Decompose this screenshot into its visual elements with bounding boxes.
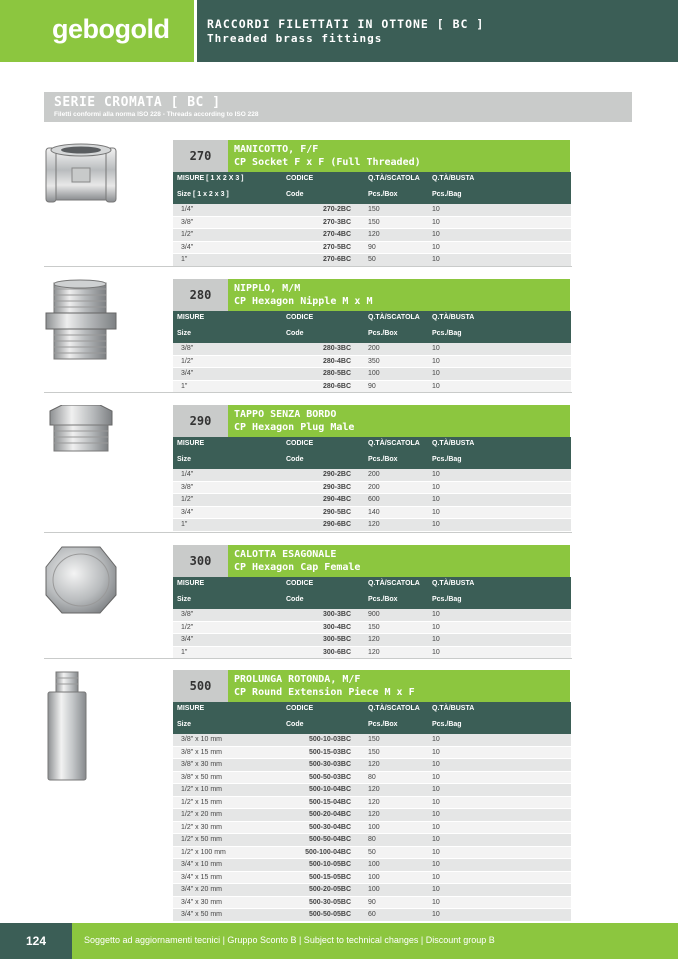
- table-row: [173, 494, 571, 507]
- product-name-en: CP Hexagon Cap Female: [234, 562, 361, 573]
- column-header: Q.TÀ/SCATOLA: [368, 314, 420, 321]
- table-row: [173, 872, 571, 885]
- bag-qty-cell: 10: [432, 886, 440, 893]
- product-code-tag: 270: [173, 140, 228, 172]
- column-header: Q.TÀ/BUSTA: [432, 175, 475, 182]
- size-cell: 1/2" x 10 mm: [181, 786, 222, 793]
- bag-qty-cell: 10: [432, 357, 440, 365]
- box-qty-cell: 120: [368, 761, 380, 768]
- table-row: [173, 204, 571, 217]
- section-divider: [44, 392, 572, 393]
- code-cell: 500-30-05BC: [308, 898, 351, 906]
- hex-plug-fitting-icon: [42, 405, 120, 455]
- product-code-tag: 280: [173, 279, 228, 311]
- table-header-en: [173, 453, 571, 469]
- box-qty-cell: 90: [368, 243, 376, 251]
- table-row: [173, 734, 571, 747]
- product-name-it: MANICOTTO, F/F: [234, 144, 319, 155]
- table-row: [173, 797, 571, 810]
- size-cell: 3/4" x 10 mm: [181, 861, 222, 868]
- column-header: Code: [286, 721, 304, 728]
- table-row: [173, 469, 571, 482]
- size-cell: 3/8": [181, 611, 194, 618]
- code-cell: 500-10-03BC: [308, 736, 351, 743]
- table-row: [173, 897, 571, 910]
- column-header: MISURE: [177, 440, 205, 447]
- bag-qty-cell: 10: [432, 773, 440, 781]
- product-code-tag: 300: [173, 545, 228, 577]
- size-cell: 3/4" x 15 mm: [181, 873, 222, 881]
- product-name-en: CP Round Extension Piece M x F: [234, 687, 415, 698]
- code-cell: 300-6BC: [322, 648, 351, 656]
- box-qty-cell: 120: [368, 811, 380, 818]
- table-header-it: [173, 311, 571, 327]
- column-header: Pcs./Box: [368, 330, 398, 337]
- code-cell: 500-10-04BC: [308, 786, 351, 793]
- size-cell: 3/8": [181, 483, 194, 491]
- column-header: CODICE: [286, 314, 314, 321]
- product-table: [173, 702, 571, 922]
- page-number: 124: [0, 923, 72, 959]
- column-header: Pcs./Box: [368, 596, 398, 603]
- column-header: Size: [177, 330, 192, 337]
- code-cell: 500-10-05BC: [308, 861, 351, 868]
- column-header: Pcs./Bag: [432, 330, 462, 337]
- size-cell: 1/2": [181, 231, 194, 238]
- table-body: [173, 734, 571, 922]
- product-name-it: PROLUNGA ROTONDA, M/F: [234, 674, 361, 685]
- box-qty-cell: 100: [368, 873, 380, 881]
- table-row: [173, 356, 571, 369]
- product-name-en: CP Hexagon Plug Male: [234, 422, 355, 433]
- product-table: [173, 172, 571, 267]
- series-subtitle: Filetti conformi alla norma ISO 228 - Threads according to ISO 228: [54, 111, 259, 118]
- table-header-it: [173, 172, 571, 188]
- bag-qty-cell: 10: [432, 898, 440, 906]
- bag-qty-cell: 10: [432, 848, 440, 856]
- table-row: [173, 634, 571, 647]
- code-cell: 500-15-03BC: [308, 748, 351, 756]
- size-cell: 3/4" x 30 mm: [181, 898, 222, 906]
- size-cell: 1": [181, 256, 188, 263]
- size-cell: 1/2" x 15 mm: [181, 798, 222, 806]
- column-header: Size: [177, 456, 192, 463]
- bag-qty-cell: 10: [432, 748, 440, 756]
- bag-qty-cell: 10: [432, 761, 440, 768]
- table-header-en: [173, 327, 571, 343]
- box-qty-cell: 200: [368, 471, 380, 478]
- table-row: [173, 784, 571, 797]
- table-header-en: [173, 718, 571, 734]
- product-name-box: [228, 140, 570, 172]
- box-qty-cell: 150: [368, 206, 380, 213]
- size-cell: 3/4" x 50 mm: [181, 911, 222, 918]
- product-name-box: [228, 545, 570, 577]
- column-header: CODICE: [286, 580, 314, 587]
- size-cell: 3/8" x 50 mm: [181, 773, 222, 781]
- size-cell: 1": [181, 382, 188, 390]
- bag-qty-cell: 10: [432, 811, 440, 818]
- bag-qty-cell: 10: [432, 836, 440, 843]
- table-body: [173, 469, 571, 532]
- box-qty-cell: 120: [368, 231, 380, 238]
- section-divider: [44, 532, 572, 533]
- box-qty-cell: 60: [368, 911, 376, 918]
- code-cell: 300-4BC: [322, 623, 351, 631]
- box-qty-cell: 100: [368, 861, 380, 868]
- brand-logo-box: [0, 0, 194, 62]
- column-header: Pcs./Bag: [432, 191, 462, 198]
- code-cell: 500-50-04BC: [308, 836, 351, 843]
- column-header: Pcs./Box: [368, 191, 398, 198]
- code-cell: 280-5BC: [322, 370, 351, 377]
- table-row: [173, 847, 571, 860]
- header-subtitle: Threaded brass fittings: [207, 32, 383, 45]
- size-cell: 1": [181, 648, 188, 656]
- column-header: Pcs./Bag: [432, 596, 462, 603]
- box-qty-cell: 150: [368, 623, 380, 631]
- table-row: [173, 759, 571, 772]
- table-row: [173, 884, 571, 897]
- table-body: [173, 343, 571, 393]
- box-qty-cell: 100: [368, 823, 380, 831]
- box-qty-cell: 80: [368, 773, 376, 781]
- code-cell: 270-6BC: [322, 256, 351, 263]
- column-header: Q.TÀ/SCATOLA: [368, 440, 420, 447]
- column-header: Pcs./Box: [368, 721, 398, 728]
- product-name-box: [228, 279, 570, 311]
- code-cell: 300-5BC: [322, 636, 351, 643]
- box-qty-cell: 200: [368, 345, 380, 352]
- code-cell: 280-4BC: [322, 357, 351, 365]
- column-header: CODICE: [286, 440, 314, 447]
- box-qty-cell: 120: [368, 786, 380, 793]
- table-header-it: [173, 577, 571, 593]
- code-cell: 500-50-05BC: [308, 911, 351, 918]
- column-header: Pcs./Bag: [432, 721, 462, 728]
- bag-qty-cell: 10: [432, 231, 440, 238]
- box-qty-cell: 150: [368, 748, 380, 756]
- table-header-it: [173, 437, 571, 453]
- size-cell: 3/8" x 15 mm: [181, 748, 222, 756]
- column-header: CODICE: [286, 175, 314, 182]
- column-header: MISURE: [177, 705, 205, 712]
- code-cell: 500-30-04BC: [308, 823, 351, 831]
- column-header: Code: [286, 456, 304, 463]
- hex-nipple-fitting-icon: [42, 279, 120, 363]
- box-qty-cell: 90: [368, 898, 376, 906]
- bag-qty-cell: 10: [432, 521, 440, 528]
- page-header: [0, 0, 678, 62]
- size-cell: 1/2" x 30 mm: [181, 823, 222, 831]
- box-qty-cell: 80: [368, 836, 376, 843]
- size-cell: 1/2" x 20 mm: [181, 811, 222, 818]
- product-name-en: CP Socket F x F (Full Threaded): [234, 157, 421, 168]
- table-row: [173, 242, 571, 255]
- size-cell: 3/4": [181, 636, 194, 643]
- table-row: [173, 254, 571, 267]
- round-extension-fitting-icon: [42, 670, 120, 784]
- product-name-box: [228, 670, 570, 702]
- bag-qty-cell: 10: [432, 861, 440, 868]
- column-header: Q.TÀ/SCATOLA: [368, 705, 420, 712]
- header-title-box: [197, 0, 678, 62]
- box-qty-cell: 140: [368, 508, 380, 516]
- size-cell: 1/2": [181, 623, 194, 631]
- bag-qty-cell: 10: [432, 496, 440, 503]
- box-qty-cell: 150: [368, 736, 380, 743]
- size-cell: 3/4": [181, 508, 194, 516]
- product-code-tag: 500: [173, 670, 228, 702]
- code-cell: 270-5BC: [322, 243, 351, 251]
- section-divider: [44, 266, 572, 267]
- table-row: [173, 482, 571, 495]
- column-header: Q.TÀ/BUSTA: [432, 580, 475, 587]
- table-row: [173, 609, 571, 622]
- code-cell: 270-3BC: [322, 218, 351, 226]
- bag-qty-cell: 10: [432, 786, 440, 793]
- table-row: [173, 368, 571, 381]
- code-cell: 280-6BC: [322, 382, 351, 390]
- bag-qty-cell: 10: [432, 382, 440, 390]
- header-title: RACCORDI FILETTATI IN OTTONE [ BC ]: [207, 17, 485, 31]
- code-cell: 290-6BC: [322, 521, 351, 528]
- code-cell: 500-20-04BC: [308, 811, 351, 818]
- bag-qty-cell: 10: [432, 345, 440, 352]
- bag-qty-cell: 10: [432, 256, 440, 263]
- table-body: [173, 609, 571, 659]
- product-name-it: TAPPO SENZA BORDO: [234, 409, 337, 420]
- box-qty-cell: 120: [368, 798, 380, 806]
- product-table: [173, 437, 571, 532]
- column-header: MISURE: [177, 580, 205, 587]
- table-row: [173, 507, 571, 520]
- box-qty-cell: 200: [368, 483, 380, 491]
- column-header: Pcs./Bag: [432, 456, 462, 463]
- bag-qty-cell: 10: [432, 508, 440, 516]
- code-cell: 500-100-04BC: [305, 848, 351, 856]
- page-footer: [0, 923, 678, 959]
- size-cell: 1/4": [181, 206, 194, 213]
- code-cell: 500-50-03BC: [308, 773, 351, 781]
- box-qty-cell: 100: [368, 370, 380, 377]
- size-cell: 3/8" x 10 mm: [181, 736, 222, 743]
- box-qty-cell: 350: [368, 357, 380, 365]
- bag-qty-cell: 10: [432, 483, 440, 491]
- series-banner: [44, 92, 632, 122]
- code-cell: 290-5BC: [322, 508, 351, 516]
- size-cell: 1/4": [181, 471, 194, 478]
- box-qty-cell: 100: [368, 886, 380, 893]
- bag-qty-cell: 10: [432, 623, 440, 631]
- socket-fitting-icon: [42, 140, 120, 212]
- bag-qty-cell: 10: [432, 798, 440, 806]
- code-cell: 290-3BC: [322, 483, 351, 491]
- size-cell: 3/8" x 30 mm: [181, 761, 222, 768]
- product-name-it: CALOTTA ESAGONALE: [234, 549, 337, 560]
- column-header: MISURE [ 1 X 2 X 3 ]: [177, 175, 244, 182]
- code-cell: 290-2BC: [322, 471, 351, 478]
- column-header: Code: [286, 330, 304, 337]
- box-qty-cell: 50: [368, 256, 376, 263]
- box-qty-cell: 150: [368, 218, 380, 226]
- code-cell: 290-4BC: [322, 496, 351, 503]
- column-header: Size [ 1 x 2 x 3 ]: [177, 191, 229, 198]
- code-cell: 270-2BC: [322, 206, 351, 213]
- bag-qty-cell: 10: [432, 873, 440, 881]
- table-row: [173, 809, 571, 822]
- column-header: CODICE: [286, 705, 314, 712]
- column-header: MISURE: [177, 314, 205, 321]
- box-qty-cell: 90: [368, 382, 376, 390]
- bag-qty-cell: 10: [432, 636, 440, 643]
- bag-qty-cell: 10: [432, 611, 440, 618]
- footer-text: Soggetto ad aggiornamenti tecnici | Gruppo Sconto B | Subject to technical changes | Discount group B: [84, 935, 495, 945]
- table-row: [173, 822, 571, 835]
- column-header: Q.TÀ/SCATOLA: [368, 175, 420, 182]
- size-cell: 3/4": [181, 370, 194, 377]
- table-row: [173, 622, 571, 635]
- column-header: Q.TÀ/BUSTA: [432, 314, 475, 321]
- column-header: Q.TÀ/BUSTA: [432, 440, 475, 447]
- product-name-box: [228, 405, 570, 437]
- product-code-tag: 290: [173, 405, 228, 437]
- bag-qty-cell: 10: [432, 911, 440, 918]
- table-row: [173, 343, 571, 356]
- code-cell: 300-3BC: [322, 611, 351, 618]
- bag-qty-cell: 10: [432, 206, 440, 213]
- table-header-it: [173, 702, 571, 718]
- table-row: [173, 217, 571, 230]
- bag-qty-cell: 10: [432, 370, 440, 377]
- bag-qty-cell: 10: [432, 471, 440, 478]
- column-header: Q.TÀ/SCATOLA: [368, 580, 420, 587]
- size-cell: 1/2": [181, 496, 194, 503]
- code-cell: 500-20-05BC: [308, 886, 351, 893]
- table-row: [173, 229, 571, 242]
- table-body: [173, 204, 571, 267]
- hex-cap-fitting-icon: [42, 545, 120, 615]
- table-row: [173, 772, 571, 785]
- box-qty-cell: 900: [368, 611, 380, 618]
- size-cell: 1": [181, 521, 188, 528]
- table-row: [173, 519, 571, 532]
- size-cell: 1/2": [181, 357, 194, 365]
- column-header: Code: [286, 191, 304, 198]
- table-header-en: [173, 593, 571, 609]
- size-cell: 3/4" x 20 mm: [181, 886, 222, 893]
- column-header: Code: [286, 596, 304, 603]
- size-cell: 3/8": [181, 218, 194, 226]
- table-row: [173, 747, 571, 760]
- box-qty-cell: 50: [368, 848, 376, 856]
- size-cell: 3/8": [181, 345, 194, 352]
- column-header: Size: [177, 596, 192, 603]
- brand-logo: gebogold: [52, 14, 170, 44]
- section-divider: [44, 658, 572, 659]
- bag-qty-cell: 10: [432, 736, 440, 743]
- code-cell: 500-30-03BC: [308, 761, 351, 768]
- size-cell: 3/4": [181, 243, 194, 251]
- product-name-it: NIPPLO, M/M: [234, 283, 301, 294]
- column-header: Pcs./Box: [368, 456, 398, 463]
- table-header-en: [173, 188, 571, 204]
- table-row: [173, 859, 571, 872]
- column-header: Size: [177, 721, 192, 728]
- bag-qty-cell: 10: [432, 648, 440, 656]
- code-cell: 500-15-04BC: [308, 798, 351, 806]
- box-qty-cell: 600: [368, 496, 380, 503]
- product-table: [173, 577, 571, 659]
- table-row: [173, 909, 571, 922]
- size-cell: 1/2" x 100 mm: [181, 848, 226, 856]
- product-name-en: CP Hexagon Nipple M x M: [234, 296, 373, 307]
- code-cell: 270-4BC: [322, 231, 351, 238]
- box-qty-cell: 120: [368, 521, 380, 528]
- code-cell: 500-15-05BC: [308, 873, 351, 881]
- product-table: [173, 311, 571, 393]
- series-title: SERIE CROMATA [ BC ]: [54, 95, 221, 110]
- box-qty-cell: 120: [368, 636, 380, 643]
- bag-qty-cell: 10: [432, 243, 440, 251]
- box-qty-cell: 120: [368, 648, 380, 656]
- table-row: [173, 834, 571, 847]
- code-cell: 280-3BC: [322, 345, 351, 352]
- bag-qty-cell: 10: [432, 823, 440, 831]
- column-header: Q.TÀ/BUSTA: [432, 705, 475, 712]
- bag-qty-cell: 10: [432, 218, 440, 226]
- size-cell: 1/2" x 50 mm: [181, 836, 222, 843]
